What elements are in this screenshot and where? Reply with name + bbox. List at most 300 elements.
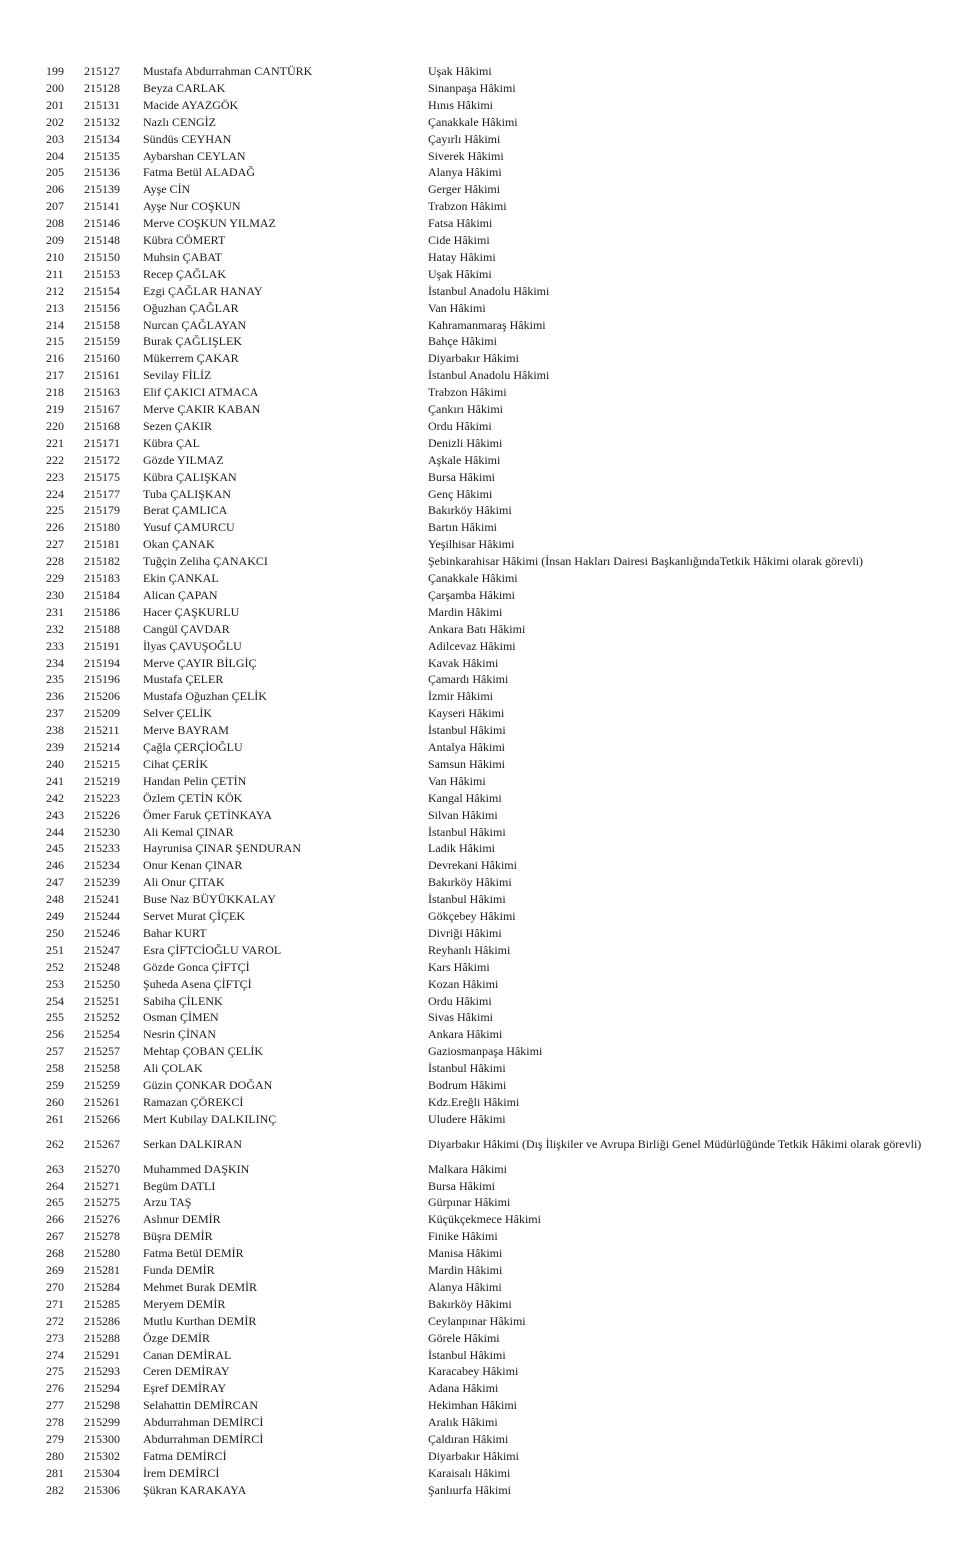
assignment-post: Bakırköy Hâkimi (428, 1296, 512, 1311)
registry-number: 215275 (84, 1195, 120, 1210)
person-name: Nesrin ÇİNAN (143, 1027, 216, 1042)
assignment-post: İstanbul Hâkimi (428, 1061, 506, 1076)
person-name: Kübra ÇALIŞKAN (143, 469, 237, 484)
person-name: Hayrunisa ÇINAR ŞENDURAN (143, 841, 301, 856)
person-name: Tuğçin Zeliha ÇANAKCI (143, 554, 268, 569)
table-row (0, 1347, 960, 1364)
row-number: 213 (46, 300, 64, 315)
person-name: Burak ÇAĞLIŞLEK (143, 334, 242, 349)
registry-number: 215281 (84, 1263, 120, 1277)
person-name: Kübra ÇAL (143, 435, 200, 450)
registry-number: 215215 (84, 756, 120, 771)
registry-number: 215258 (84, 1061, 120, 1076)
table-row (0, 435, 960, 452)
row-number: 231 (46, 604, 64, 619)
person-name: Nurcan ÇAĞLAYAN (143, 317, 247, 332)
registry-number: 215254 (84, 1027, 120, 1042)
row-number: 248 (46, 892, 64, 907)
row-number: 282 (46, 1482, 64, 1497)
row-number: 250 (46, 925, 64, 940)
registry-number: 215184 (84, 587, 120, 602)
row-number: 229 (46, 571, 64, 585)
table-row (0, 1245, 960, 1262)
row-number: 244 (46, 824, 64, 839)
registry-number: 215146 (84, 216, 120, 231)
table-row (0, 469, 960, 486)
person-name: Canan DEMİRAL (143, 1347, 232, 1362)
registry-number: 215276 (84, 1212, 120, 1227)
assignment-post: Manisa Hâkimi (428, 1246, 503, 1261)
table-row (0, 401, 960, 418)
registry-number: 215188 (84, 621, 120, 636)
table-row (0, 232, 960, 249)
row-number: 262 (46, 1136, 64, 1151)
row-number: 254 (46, 993, 64, 1008)
person-name: Güzin ÇONKAR DOĞAN (143, 1078, 273, 1092)
row-number: 246 (46, 858, 64, 873)
table-row (0, 502, 960, 519)
registry-number: 215248 (84, 959, 120, 974)
assignment-post: Alanya Hâkimi (428, 1279, 502, 1294)
assignment-post: Çanakkale Hâkimi (428, 114, 518, 129)
row-number: 256 (46, 1027, 64, 1042)
person-name: Ali Onur ÇITAK (143, 875, 225, 890)
row-number: 275 (46, 1364, 64, 1379)
person-name: Ayşe CİN (143, 182, 191, 197)
table-row (0, 486, 960, 503)
assignment-post: Çayırlı Hâkimi (428, 131, 501, 146)
person-name: Macide AYAZGÖK (143, 97, 239, 112)
assignment-post: Hekimhan Hâkimi (428, 1398, 517, 1413)
assignment-post: Kahramanmaraş Hâkimi (428, 317, 546, 332)
assignment-post: Ordu Hâkimi (428, 418, 492, 433)
person-name: Onur Kenan ÇINAR (143, 858, 243, 873)
person-name: Merve ÇAKIR KABAN (143, 402, 261, 416)
registry-number: 215304 (84, 1465, 120, 1480)
registry-number: 215182 (84, 554, 120, 569)
assignment-post: Devrekani Hâkimi (428, 858, 517, 873)
assignment-post: Adilcevaz Hâkimi (428, 638, 516, 653)
person-name: Servet Murat ÇİÇEK (143, 909, 245, 923)
assignment-post: Siverek Hâkimi (428, 148, 504, 163)
registry-number: 215293 (84, 1364, 120, 1379)
registry-number: 215158 (84, 317, 120, 332)
assignment-post: Yeşilhisar Hâkimi (428, 537, 515, 552)
assignment-post: Van Hâkimi (428, 300, 486, 315)
registry-number: 215300 (84, 1432, 120, 1446)
table-row (0, 1330, 960, 1347)
registry-number: 215177 (84, 486, 120, 501)
assignment-post: Ankara Batı Hâkimi (428, 621, 526, 636)
table-row (0, 925, 960, 942)
registry-number: 215154 (84, 283, 120, 298)
table-row (0, 621, 960, 638)
table-row (0, 1043, 960, 1060)
registry-number: 215141 (84, 199, 120, 214)
table-row (0, 1026, 960, 1043)
table-row (0, 857, 960, 874)
assignment-post: Bakırköy Hâkimi (428, 875, 512, 890)
row-number: 280 (46, 1448, 64, 1463)
registry-number: 215252 (84, 1010, 120, 1025)
person-name: Abdurrahman DEMİRCİ (143, 1432, 264, 1446)
registry-number: 215223 (84, 790, 120, 805)
table-row (0, 553, 960, 570)
person-name: Eşref DEMİRAY (143, 1381, 227, 1396)
table-row (0, 384, 960, 401)
registry-number: 215194 (84, 655, 120, 670)
person-name: Sündüs CEYHAN (143, 131, 232, 146)
assignment-post: Hatay Hâkimi (428, 249, 496, 264)
row-number: 228 (46, 554, 64, 569)
table-row (0, 1211, 960, 1228)
assignment-post: Gökçebey Hâkimi (428, 909, 516, 923)
person-name: Merve COŞKUN YILMAZ (143, 216, 276, 231)
person-name: Serkan DALKIRAN (143, 1136, 242, 1151)
table-row (0, 874, 960, 891)
assignment-post: Aralık Hâkimi (428, 1415, 498, 1430)
row-number: 217 (46, 368, 64, 383)
table-row (0, 959, 960, 976)
row-number: 227 (46, 537, 64, 552)
row-number: 272 (46, 1313, 64, 1328)
row-number: 224 (46, 486, 64, 501)
person-name: Ramazan ÇÖREKCİ (143, 1094, 244, 1109)
table-row (0, 840, 960, 857)
person-name: Ceren DEMİRAY (143, 1364, 230, 1379)
row-number: 202 (46, 114, 64, 129)
person-name: Merve ÇAYIR BİLGİÇ (143, 655, 257, 670)
table-row (0, 908, 960, 925)
row-number: 252 (46, 959, 64, 974)
registry-number: 215132 (84, 114, 120, 129)
registry-number: 215306 (84, 1482, 120, 1497)
row-number: 271 (46, 1296, 64, 1311)
person-name: Ekin ÇANKAL (143, 571, 219, 585)
person-name: Büşra DEMİR (143, 1229, 213, 1244)
registry-number: 215241 (84, 892, 120, 907)
assignment-post: Samsun Hâkimi (428, 756, 505, 771)
person-name: Mert Kubilay DALKILINÇ (143, 1111, 277, 1126)
person-name: Şükran KARAKAYA (143, 1482, 247, 1497)
person-name: Osman ÇİMEN (143, 1010, 219, 1025)
person-name: Muhsin ÇABAT (143, 249, 223, 264)
registry-number: 215266 (84, 1111, 120, 1126)
table-row (0, 215, 960, 232)
table-row (0, 452, 960, 469)
assignment-post: Van Hâkimi (428, 773, 486, 788)
person-name: Ayşe Nur COŞKUN (143, 199, 241, 214)
row-number: 261 (46, 1111, 64, 1126)
row-number: 236 (46, 689, 64, 704)
table-row (0, 1279, 960, 1296)
registry-number: 215181 (84, 537, 120, 552)
assignment-post: İzmir Hâkimi (428, 689, 493, 704)
registry-number: 215247 (84, 942, 120, 957)
person-name: Sevilay FİLİZ (143, 368, 212, 383)
table-row (0, 671, 960, 688)
person-name: İrem DEMİRCİ (143, 1465, 220, 1480)
person-name: Mutlu Kurthan DEMİR (143, 1313, 257, 1328)
table-row (0, 688, 960, 705)
person-name: Ali Kemal ÇINAR (143, 824, 234, 839)
person-name: Elif ÇAKICI ATMACA (143, 385, 259, 400)
assignment-post: Genç Hâkimi (428, 486, 493, 501)
assignment-post: Karacabey Hâkimi (428, 1364, 519, 1379)
table-row (0, 1194, 960, 1211)
row-number: 264 (46, 1178, 64, 1193)
registry-number: 215136 (84, 165, 120, 180)
person-name: Yusuf ÇAMURCU (143, 520, 235, 535)
registry-number: 215294 (84, 1381, 120, 1396)
assignment-post: Finike Hâkimi (428, 1229, 498, 1244)
assignment-post: Mardin Hâkimi (428, 604, 503, 619)
assignment-post: Küçükçekmece Hâkimi (428, 1212, 541, 1227)
row-number: 206 (46, 182, 64, 197)
row-number: 201 (46, 97, 64, 112)
assignment-post: Kavak Hâkimi (428, 655, 499, 670)
row-number: 239 (46, 740, 64, 754)
registry-number: 215278 (84, 1229, 120, 1244)
assignment-post: Adana Hâkimi (428, 1381, 499, 1396)
table-row (0, 993, 960, 1010)
person-name: Meryem DEMİR (143, 1296, 226, 1311)
row-number: 237 (46, 706, 64, 721)
table-row (0, 1363, 960, 1380)
assignment-post: Reyhanlı Hâkimi (428, 942, 511, 957)
row-number: 241 (46, 773, 64, 788)
row-number: 259 (46, 1078, 64, 1092)
table-row (0, 1397, 960, 1414)
assignment-post: Kayseri Hâkimi (428, 706, 505, 721)
table-row (0, 1262, 960, 1279)
registry-number: 215285 (84, 1296, 120, 1311)
person-name: Handan Pelin ÇETİN (143, 773, 247, 788)
table-row (0, 1060, 960, 1077)
person-name: Özlem ÇETİN KÖK (143, 790, 243, 805)
row-number: 223 (46, 469, 64, 484)
row-number: 199 (46, 64, 64, 78)
assignment-post: Çaldıran Hâkimi (428, 1432, 509, 1446)
assignment-post: Gürpınar Hâkimi (428, 1195, 511, 1210)
registry-number: 215135 (84, 148, 120, 163)
assignment-post: Malkara Hâkimi (428, 1161, 507, 1176)
registry-number: 215209 (84, 706, 120, 721)
person-name: Çağla ÇERÇİOĞLU (143, 740, 243, 754)
row-number: 242 (46, 790, 64, 805)
registry-number: 215156 (84, 300, 120, 315)
table-row (0, 942, 960, 959)
assignment-post: Uludere Hâkimi (428, 1111, 506, 1126)
row-number: 263 (46, 1161, 64, 1176)
person-name: Gözde Gonca ÇİFTÇİ (143, 959, 250, 974)
person-name: Tuba ÇALIŞKAN (143, 486, 231, 501)
assignment-post: Uşak Hâkimi (428, 64, 492, 78)
person-name: Fatma Betül DEMİR (143, 1246, 244, 1261)
table-row (0, 1161, 960, 1178)
registry-number: 215234 (84, 858, 120, 873)
row-number: 253 (46, 976, 64, 991)
row-number: 258 (46, 1061, 64, 1076)
table-row (0, 80, 960, 97)
table-row (0, 1136, 960, 1153)
person-name: Selver ÇELİK (143, 706, 212, 721)
assignment-post: Görele Hâkimi (428, 1330, 500, 1345)
assignment-post: Bursa Hâkimi (428, 469, 495, 484)
assignment-post: Gerger Hâkimi (428, 182, 501, 197)
table-row (0, 655, 960, 672)
assignment-post: Trabzon Hâkimi (428, 385, 507, 400)
person-name: Esra ÇİFTCİOĞLU VAROL (143, 942, 282, 957)
row-number: 207 (46, 199, 64, 214)
table-row (0, 181, 960, 198)
assignment-post: Antalya Hâkimi (428, 740, 505, 754)
registry-number: 215206 (84, 689, 120, 704)
table-row (0, 638, 960, 655)
row-number: 216 (46, 351, 64, 366)
assignment-post: Kozan Hâkimi (428, 976, 499, 991)
row-number: 273 (46, 1330, 64, 1345)
row-number: 220 (46, 418, 64, 433)
assignment-post: İstanbul Hâkimi (428, 723, 506, 738)
registry-number: 215180 (84, 520, 120, 535)
row-number: 278 (46, 1415, 64, 1430)
assignment-post: Bahçe Hâkimi (428, 334, 497, 349)
row-number: 233 (46, 638, 64, 653)
person-name: İlyas ÇAVUŞOĞLU (143, 638, 242, 653)
table-row (0, 891, 960, 908)
registry-number: 215131 (84, 97, 120, 112)
row-number: 281 (46, 1465, 64, 1480)
row-number: 205 (46, 165, 64, 180)
row-number: 200 (46, 80, 64, 95)
table-row (0, 1380, 960, 1397)
assignment-post: Diyarbakır Hâkimi (428, 351, 519, 366)
table-row (0, 722, 960, 739)
person-name: Mehmet Burak DEMİR (143, 1279, 257, 1294)
assignment-post: Karaisalı Hâkimi (428, 1465, 511, 1480)
registry-number: 215267 (84, 1136, 120, 1151)
assignment-post: Ladik Hâkimi (428, 841, 495, 856)
person-name: Aslınur DEMİR (143, 1212, 221, 1227)
table-row (0, 131, 960, 148)
person-name: Begüm DATLI (143, 1178, 216, 1193)
registry-number: 215186 (84, 604, 120, 619)
row-number: 279 (46, 1432, 64, 1446)
registry-number: 215171 (84, 435, 120, 450)
registry-number: 215161 (84, 368, 120, 383)
table-row (0, 283, 960, 300)
row-number: 235 (46, 672, 64, 687)
row-number: 221 (46, 435, 64, 450)
registry-number: 215134 (84, 131, 120, 146)
table-row (0, 773, 960, 790)
assignment-post: Kdz.Ereğli Hâkimi (428, 1094, 520, 1109)
assignment-post: Sinanpaşa Hâkimi (428, 80, 516, 95)
row-number: 203 (46, 131, 64, 146)
person-name: Ezgi ÇAĞLAR HANAY (143, 283, 263, 298)
assignment-post: Şanlıurfa Hâkimi (428, 1482, 511, 1497)
registry-number: 215257 (84, 1044, 120, 1059)
person-name: Ömer Faruk ÇETİNKAYA (143, 807, 272, 822)
registry-number: 215127 (84, 64, 120, 78)
table-row (0, 756, 960, 773)
assignment-post: Bartın Hâkimi (428, 520, 497, 535)
registry-number: 215139 (84, 182, 120, 197)
registry-number: 215239 (84, 875, 120, 890)
assignment-post: İstanbul Hâkimi (428, 824, 506, 839)
assignment-post: Fatsa Hâkimi (428, 216, 493, 231)
assignment-post: Bakırköy Hâkimi (428, 503, 512, 518)
registry-number: 215286 (84, 1313, 120, 1328)
row-number: 276 (46, 1381, 64, 1396)
registry-number: 215246 (84, 925, 120, 940)
table-row (0, 63, 960, 80)
registry-number: 215211 (84, 723, 120, 738)
registry-number: 215244 (84, 909, 120, 923)
person-name: Sabiha ÇİLENK (143, 993, 223, 1008)
assignment-post: İstanbul Anadolu Hâkimi (428, 368, 550, 383)
row-number: 274 (46, 1347, 64, 1362)
row-number: 270 (46, 1279, 64, 1294)
table-row (0, 587, 960, 604)
table-row (0, 367, 960, 384)
row-number: 277 (46, 1398, 64, 1413)
row-number: 255 (46, 1010, 64, 1025)
row-number: 257 (46, 1044, 64, 1059)
table-row (0, 97, 960, 114)
table-row (0, 114, 960, 131)
registry-number: 215148 (84, 233, 120, 247)
registry-number: 215183 (84, 571, 120, 585)
row-number: 247 (46, 875, 64, 890)
row-number: 268 (46, 1246, 64, 1261)
registry-number: 215250 (84, 976, 120, 991)
table-row (0, 249, 960, 266)
row-number: 243 (46, 807, 64, 822)
assignment-post: Çamardı Hâkimi (428, 672, 509, 687)
person-name: Cihat ÇERİK (143, 756, 208, 771)
person-name: Merve BAYRAM (143, 723, 229, 738)
assignment-post: Alanya Hâkimi (428, 165, 502, 180)
assignment-post: Aşkale Hâkimi (428, 452, 501, 467)
assignment-post: Şebinkarahisar Hâkimi (İnsan Hakları Dairesi BaşkanlığındaTetkik Hâkimi olarak görevli) (428, 554, 864, 569)
table-row (0, 1178, 960, 1195)
assignment-post: Gaziosmanpaşa Hâkimi (428, 1044, 543, 1059)
assignment-post: Cide Hâkimi (428, 233, 490, 247)
row-number: 210 (46, 249, 64, 264)
table-row (0, 705, 960, 722)
row-number: 238 (46, 723, 64, 738)
person-name: Beyza CARLAK (143, 80, 226, 95)
row-number: 222 (46, 452, 64, 467)
row-number: 260 (46, 1094, 64, 1109)
assignment-post: Hınıs Hâkimi (428, 97, 493, 112)
table-row (0, 1077, 960, 1094)
person-name: Abdurrahman DEMİRCİ (143, 1415, 264, 1430)
row-number: 218 (46, 385, 64, 400)
table-row (0, 164, 960, 181)
table-row (0, 1448, 960, 1465)
registry-number: 215191 (84, 638, 120, 653)
assignment-post: Çanakkale Hâkimi (428, 571, 518, 585)
registry-number: 215226 (84, 807, 120, 822)
person-name: Kübra CÖMERT (143, 233, 226, 247)
person-name: Okan ÇANAK (143, 537, 215, 552)
assignment-post: Mardin Hâkimi (428, 1263, 503, 1277)
row-number: 251 (46, 942, 64, 957)
table-row (0, 333, 960, 350)
